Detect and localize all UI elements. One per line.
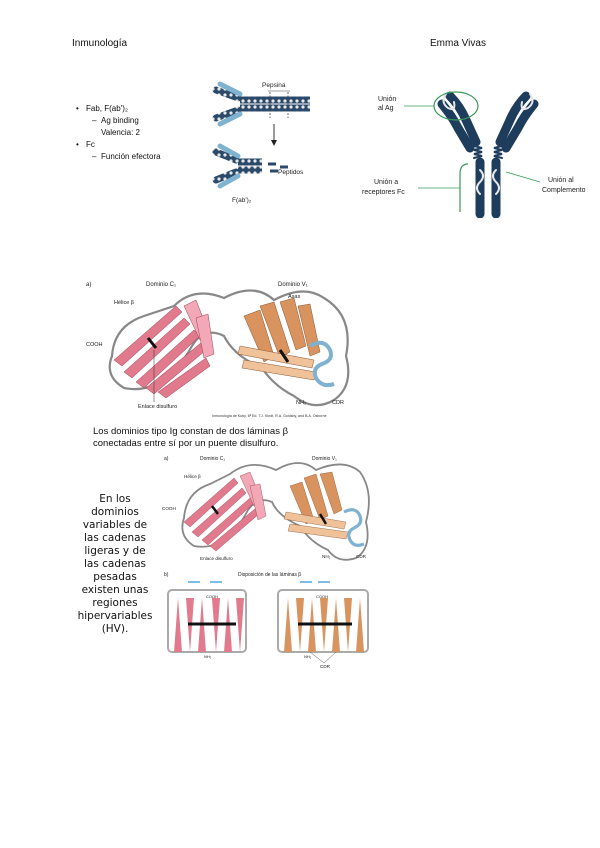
hv-line-10: hipervariables <box>77 610 153 622</box>
hv-line-4: las cadenas <box>83 532 147 544</box>
hv-line-11: (HV). <box>101 623 129 635</box>
cdr-label: CDR <box>332 400 344 406</box>
domain-loop-icon-2 <box>182 463 369 560</box>
hv-line-6: las cadenas <box>83 558 147 570</box>
cooh-topology-label-2: COOH <box>316 594 328 599</box>
bullet-fc-label: Fc <box>86 140 95 149</box>
fc-receptor-bracket <box>460 164 468 212</box>
v-domain-strands-icon <box>238 298 320 380</box>
antibody-y-icon <box>442 94 534 214</box>
cdr-topology-label: CDR <box>320 664 330 669</box>
panel-b-label: b) <box>164 572 169 578</box>
union-complemento-label-1: Unión al <box>548 177 574 184</box>
callout-line-complemento <box>506 172 540 182</box>
bullet-fab-sub2: Valencia: 2 <box>101 128 140 137</box>
union-receptores-label-1: Unión a <box>374 179 399 186</box>
bullet-fc <box>76 139 161 151</box>
bullet-fab-sub1: – Ag binding <box>92 116 139 125</box>
c-domain-strands-icon <box>114 300 214 398</box>
cooh-label: COOH <box>86 342 103 348</box>
disposicion-label: Disposición de las láminas β <box>238 572 302 578</box>
header-subject: Inmunología <box>72 38 128 49</box>
ig-domain-figure-2 <box>160 452 374 672</box>
nh2-label-2: NH₂ <box>322 554 331 559</box>
cooh-label-2: COOH <box>162 506 176 511</box>
bullet-fab-label: Fab, F(ab')₂ <box>86 104 128 113</box>
lamina-label: Hélice β <box>114 300 134 306</box>
panel-a-label-2: a) <box>164 456 169 462</box>
fab2-label: F(ab')₂ <box>232 197 252 204</box>
ag-binding-label: Ag binding <box>101 116 139 125</box>
antibody-structure-figure <box>360 84 596 218</box>
dominio-c-label: Dominio C₁ <box>146 282 177 288</box>
arrow-head-icon <box>271 140 277 146</box>
caption-line-1: Los dominios tipo Ig constan de dos láminas β <box>93 426 289 437</box>
union-receptores-label-2: receptores Fc <box>362 189 405 196</box>
funcion-efectora-label: Función efectora <box>101 152 161 161</box>
nh2-label: NH₂ <box>296 400 307 406</box>
cooh-topology-label: COOH <box>206 594 218 599</box>
caption-line-2: conectadas entre sí por un puente disulfuro. <box>93 438 279 449</box>
fab2-fragment-icon <box>216 146 288 186</box>
hv-line-5: ligeras y de <box>84 545 146 557</box>
pepsin-digestion-figure <box>210 74 330 206</box>
hv-line-8: existen unas <box>81 584 149 596</box>
union-complemento-label-2: Complemento <box>542 187 586 194</box>
figure-credit: Inmunología de Kuby, 6ª Ed. T.J. Kindt, R.A. Goldsby, and B.A. Osborne <box>212 414 327 418</box>
ig-domain-figure-1 <box>84 276 370 422</box>
hv-line-2: dominios <box>91 506 139 518</box>
dominio-v-label: Dominio V₁ <box>278 282 308 288</box>
lamina-label-2: Hélice β <box>184 474 201 479</box>
enlace-label: Enlace disulfuro <box>138 404 178 410</box>
header-author: Emma Vivas <box>430 38 486 49</box>
union-ag-label-2: al Ag <box>378 105 394 112</box>
hv-line-1: En los <box>99 493 131 505</box>
bullet-fc-sub1: – Función efectora <box>92 152 161 161</box>
nh2-topology-label: NH₂ <box>204 654 212 659</box>
peptidos-label: Peptidos <box>278 169 304 176</box>
dominio-c-label-2: Dominio C₁ <box>200 456 226 462</box>
dominio-v-label-2: Dominio V₁ <box>312 456 337 462</box>
cdr-label-2: CDR <box>356 554 366 559</box>
c-topology-icon <box>168 590 246 652</box>
union-ag-label-1: Unión <box>378 96 397 103</box>
pepsina-label: Pepsina <box>262 82 286 89</box>
bullet-fab <box>76 103 161 115</box>
enlace-label-2: Enlace disulfuro <box>200 556 233 561</box>
v-domain-strands-icon-2 <box>284 472 348 539</box>
v-topology-icon <box>278 590 368 652</box>
antibody-top-icon <box>216 84 310 124</box>
nh2-topology-label-2: NH₂ <box>304 654 312 659</box>
hv-line-9: regiones <box>92 597 138 609</box>
panel-a-label: a) <box>86 282 92 288</box>
ig-domain-caption <box>93 426 288 450</box>
hypervariable-regions-note <box>72 493 158 636</box>
asas-label: Asas <box>288 294 301 300</box>
hv-line-7: pesadas <box>93 571 137 583</box>
cdr-loop-icon-2 <box>344 510 364 546</box>
fab-bullet-list <box>76 103 161 163</box>
hv-line-3: variables de <box>82 519 148 531</box>
c-domain-strands-icon-2 <box>184 472 266 551</box>
